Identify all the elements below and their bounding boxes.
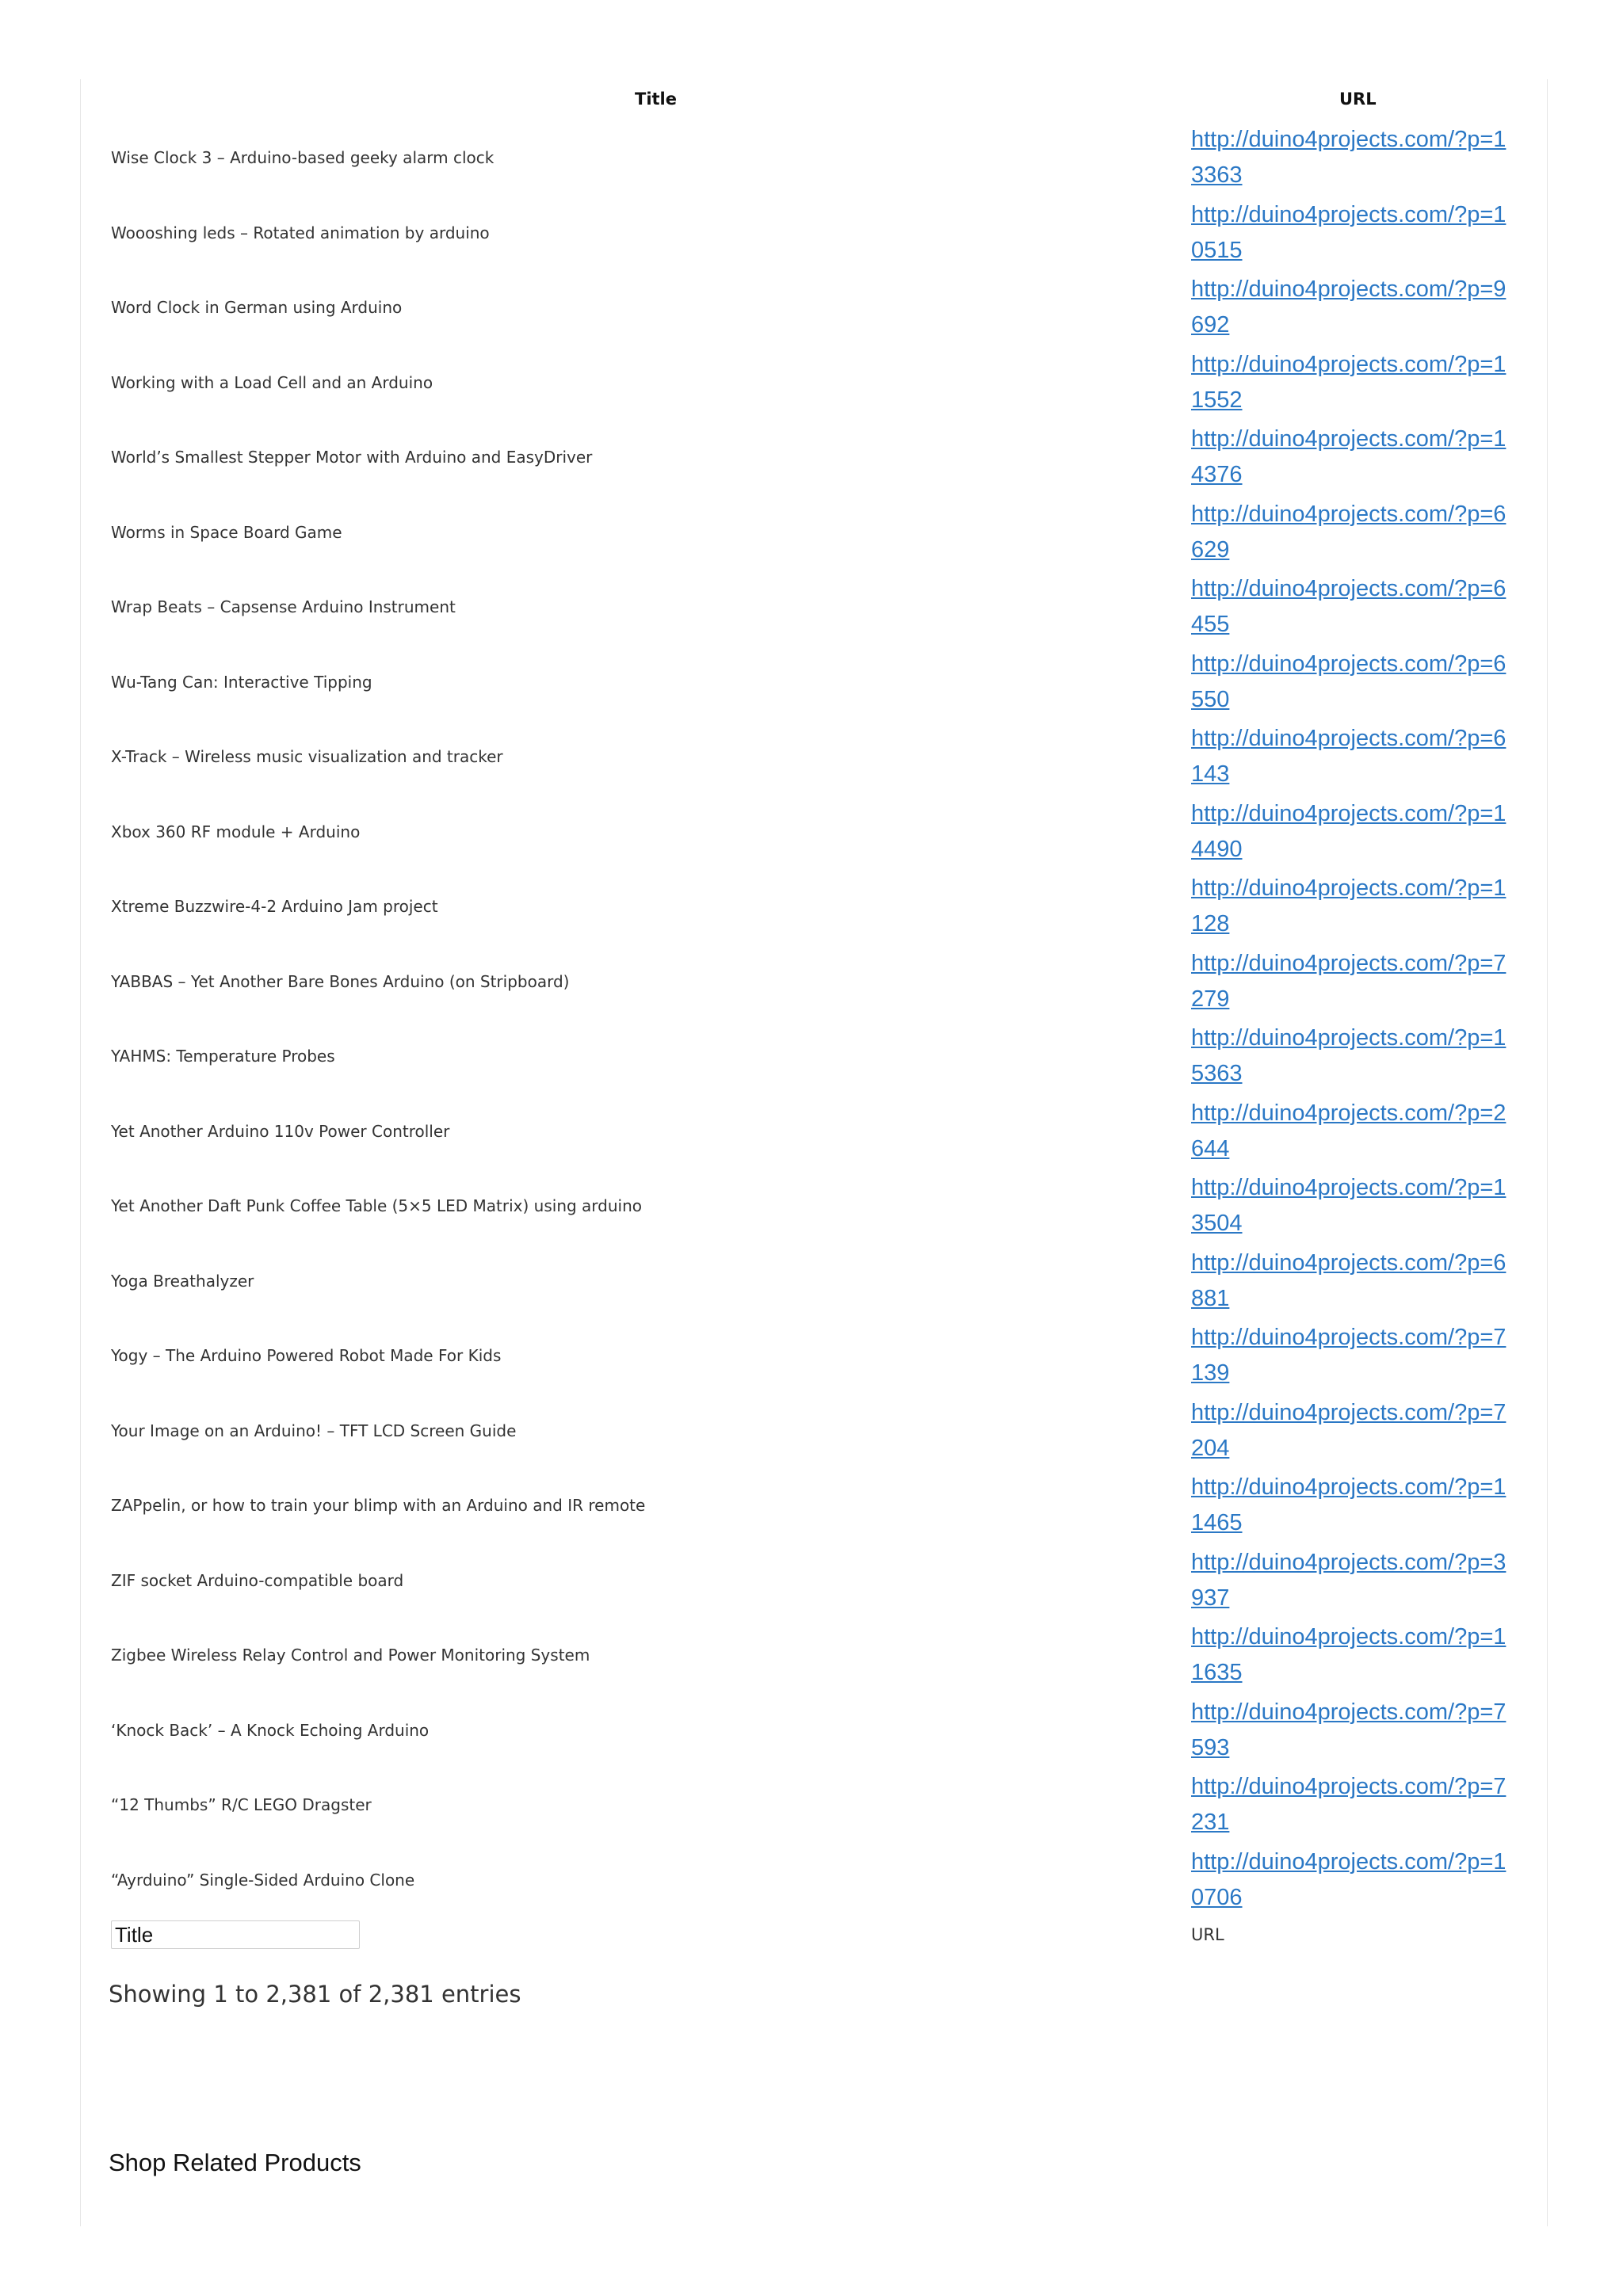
table-row xyxy=(0,1846,1623,1921)
row-title: ZAPpelin, or how to train your blimp with an Arduino and IR remote xyxy=(111,1496,646,1515)
table-row xyxy=(0,948,1623,1023)
table-row xyxy=(0,124,1623,199)
row-title: X-Track – Wireless music visualization and tracker xyxy=(111,747,503,766)
row-url-link[interactable]: http://duino4projects.com/?p=1128 xyxy=(1191,875,1507,936)
row-title: Woooshing leds – Rotated animation by arduino xyxy=(111,223,490,242)
row-title: Worms in Space Board Game xyxy=(111,522,342,542)
table-row xyxy=(0,1471,1623,1547)
row-title: ZIF socket Arduino-compatible board xyxy=(111,1570,404,1590)
row-title: Word Clock in German using Arduino xyxy=(111,298,403,317)
table-row xyxy=(0,349,1623,424)
row-url-link[interactable]: http://duino4projects.com/?p=13504 xyxy=(1191,1175,1507,1236)
table-row xyxy=(0,1097,1623,1173)
row-url-link[interactable]: http://duino4projects.com/?p=2644 xyxy=(1191,1100,1507,1161)
table-row xyxy=(0,273,1623,349)
table-row xyxy=(0,1397,1623,1472)
row-url-link[interactable]: http://duino4projects.com/?p=6881 xyxy=(1191,1249,1507,1311)
table-row xyxy=(0,573,1623,648)
row-url-link[interactable]: http://duino4projects.com/?p=14376 xyxy=(1191,426,1507,487)
row-url-link[interactable]: http://duino4projects.com/?p=15363 xyxy=(1191,1025,1507,1086)
table-row xyxy=(0,872,1623,948)
row-title: Your Image on an Arduino! – TFT LCD Screen Guide xyxy=(111,1421,517,1440)
column-header-title[interactable]: Title xyxy=(635,90,678,109)
table-row xyxy=(0,798,1623,873)
table-row xyxy=(0,199,1623,274)
row-title: YAHMS: Temperature Probes xyxy=(111,1047,335,1066)
row-title: Wrap Beats – Capsense Arduino Instrument xyxy=(111,597,456,616)
table-row xyxy=(0,1696,1623,1772)
row-url-link[interactable]: http://duino4projects.com/?p=7593 xyxy=(1191,1699,1507,1760)
row-url-link[interactable]: http://duino4projects.com/?p=7204 xyxy=(1191,1399,1507,1461)
row-title: “Ayrduino” Single-Sided Arduino Clone xyxy=(111,1870,415,1890)
title-filter-input[interactable] xyxy=(111,1920,360,1949)
row-url-link[interactable]: http://duino4projects.com/?p=11552 xyxy=(1191,351,1507,413)
table-row xyxy=(0,1022,1623,1097)
row-url-link[interactable]: http://duino4projects.com/?p=10515 xyxy=(1191,201,1507,263)
row-url-link[interactable]: http://duino4projects.com/?p=7279 xyxy=(1191,950,1507,1012)
row-url-link[interactable]: http://duino4projects.com/?p=10706 xyxy=(1191,1848,1507,1910)
row-title: Xtreme Buzzwire-4-2 Arduino Jam project xyxy=(111,897,438,916)
row-url-link[interactable]: http://duino4projects.com/?p=9692 xyxy=(1191,277,1507,338)
row-url-link[interactable]: http://duino4projects.com/?p=7139 xyxy=(1191,1325,1507,1386)
table-row xyxy=(0,423,1623,498)
row-url-link[interactable]: http://duino4projects.com/?p=13363 xyxy=(1191,127,1507,188)
row-url-link[interactable]: http://duino4projects.com/?p=11465 xyxy=(1191,1474,1507,1535)
column-header-url[interactable]: URL xyxy=(1339,90,1377,109)
row-url-link[interactable]: http://duino4projects.com/?p=6143 xyxy=(1191,726,1507,787)
row-url-link[interactable]: http://duino4projects.com/?p=14490 xyxy=(1191,800,1507,862)
row-url-link[interactable]: http://duino4projects.com/?p=6455 xyxy=(1191,576,1507,637)
row-title: Yet Another Arduino 110v Power Controller xyxy=(111,1121,450,1141)
table-row xyxy=(0,1547,1623,1622)
table-body xyxy=(0,124,1623,1920)
row-title: Working with a Load Cell and an Arduino xyxy=(111,372,433,392)
related-products-heading: Shop Related Products xyxy=(109,2149,361,2176)
row-url-link[interactable]: http://duino4projects.com/?p=3937 xyxy=(1191,1549,1507,1611)
row-title: Yoga Breathalyzer xyxy=(111,1271,254,1291)
table-row xyxy=(0,648,1623,723)
row-url-link[interactable]: http://duino4projects.com/?p=6629 xyxy=(1191,501,1507,563)
row-title: Yet Another Daft Punk Coffee Table (5×5 LED Matrix) using arduino xyxy=(111,1196,643,1215)
row-title: YABBAS – Yet Another Bare Bones Arduino (on Stripboard) xyxy=(111,971,570,991)
table-row xyxy=(0,1172,1623,1247)
url-footer-label: URL xyxy=(1191,1925,1224,1944)
row-title: Yogy – The Arduino Powered Robot Made For Kids xyxy=(111,1346,502,1365)
table-row xyxy=(0,1771,1623,1846)
table-row xyxy=(0,1247,1623,1322)
row-url-link[interactable]: http://duino4projects.com/?p=7231 xyxy=(1191,1774,1507,1835)
row-title: Zigbee Wireless Relay Control and Power Monitoring System xyxy=(111,1646,590,1665)
row-title: Xbox 360 RF module + Arduino xyxy=(111,822,361,841)
table-info-text: Showing 1 to 2,381 of 2,381 entries xyxy=(109,1981,521,2008)
row-title: “12 Thumbs” R/C LEGO Dragster xyxy=(111,1795,372,1814)
table-row xyxy=(0,1322,1623,1397)
row-title: Wise Clock 3 – Arduino-based geeky alarm clock xyxy=(111,148,495,167)
row-title: Wu-Tang Can: Interactive Tipping xyxy=(111,672,372,692)
row-url-link[interactable]: http://duino4projects.com/?p=11635 xyxy=(1191,1624,1507,1685)
table-row xyxy=(0,498,1623,574)
table-row xyxy=(0,1621,1623,1696)
row-title: World’s Smallest Stepper Motor with Arduino and EasyDriver xyxy=(111,448,593,467)
row-url-link[interactable]: http://duino4projects.com/?p=6550 xyxy=(1191,650,1507,712)
table-row xyxy=(0,723,1623,798)
row-title: ‘Knock Back’ – A Knock Echoing Arduino xyxy=(111,1720,430,1740)
